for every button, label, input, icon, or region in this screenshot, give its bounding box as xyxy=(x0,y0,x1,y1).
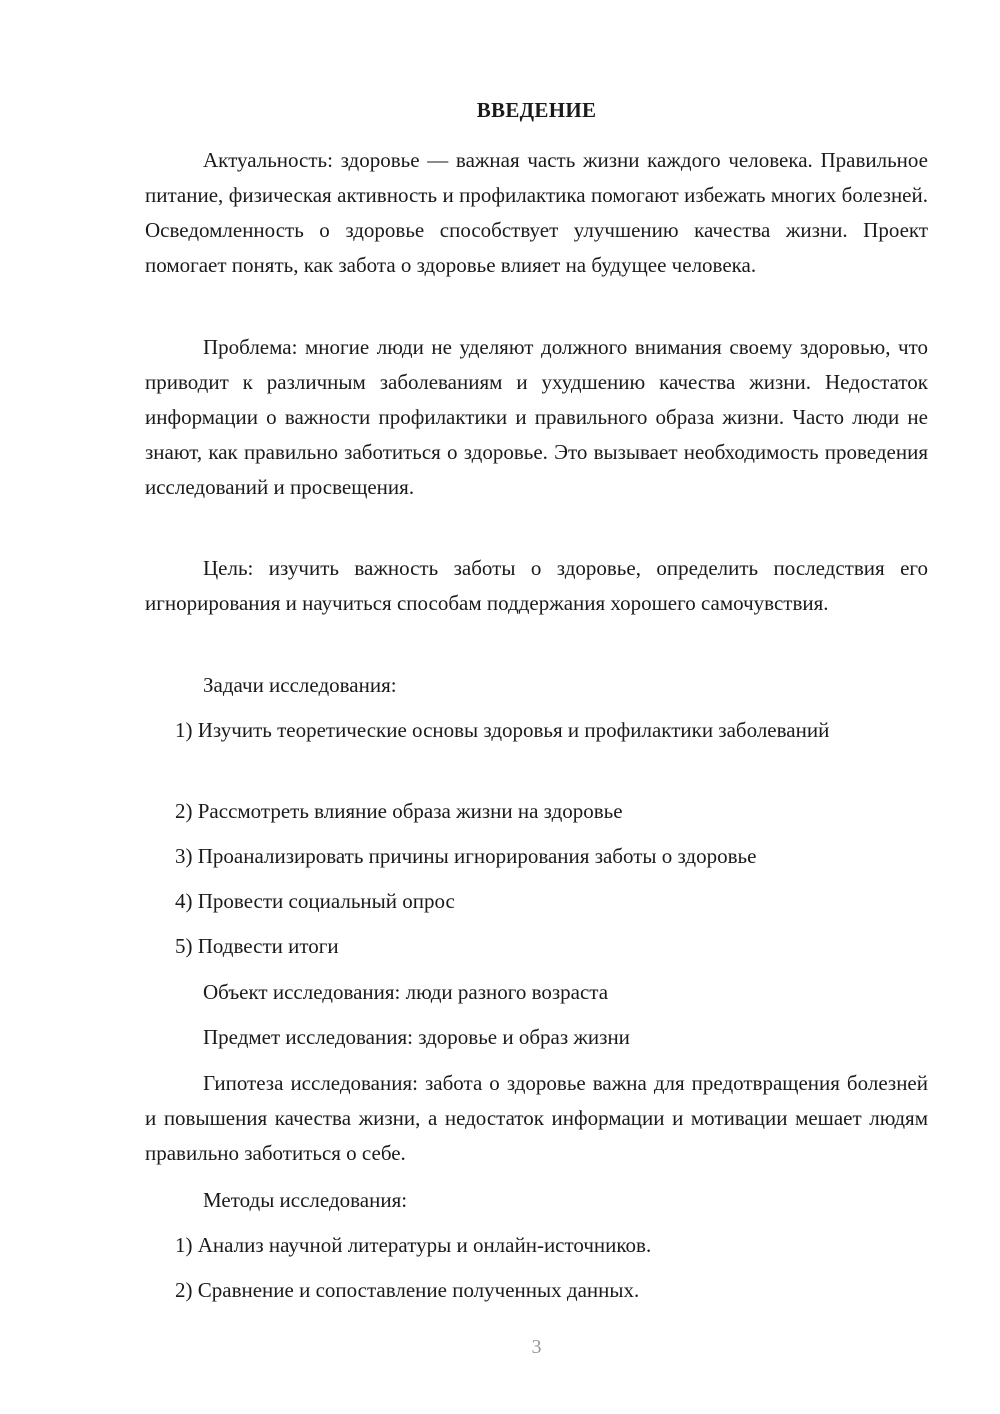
methods-heading: Методы исследования: xyxy=(203,1188,408,1212)
problem-paragraph: Проблема: многие люди не уделяют должного внимания своему здоровью, что приводит к различным заболеваниям и ухудшению качества жизни. Недостаток информации о важности профилактики и правильного образа жизни. Часто люди не знают, как правильно заботиться о здоровье. Это вызывает необходимость проведения исследований и просвещения. xyxy=(145,335,928,499)
hypothesis-paragraph: Гипотеза исследования: забота о здоровье важна для предотвращения болезней и повышения качества жизни, а недостаток информации и мотивации мешает людям правильно заботиться о себе. xyxy=(145,1071,928,1165)
research-subject: Предмет исследования: здоровье и образ жизни xyxy=(203,1025,630,1049)
task-item-2: 2) Рассмотреть влияние образа жизни на здоровье xyxy=(175,799,623,823)
method-item-2: 2) Сравнение и сопоставление полученных данных. xyxy=(175,1278,640,1302)
task-item-3: 3) Проанализировать причины игнорирования заботы о здоровье xyxy=(175,844,757,868)
relevance-paragraph: Актуальность: здоровье — важная часть жизни каждого человека. Правильное питание, физическая активность и профилактика помогают избежать многих болезней. Осведомленность о здоровье способствует улучшению качества жизни. Проект помогает понять, как забота о здоровье влияет на будущее человека. xyxy=(145,148,928,277)
method-item-1: 1) Анализ научной литературы и онлайн-источников. xyxy=(175,1233,652,1257)
page-number: 3 xyxy=(531,1336,542,1358)
task-item-5: 5) Подвести итоги xyxy=(175,934,339,958)
tasks-heading: Задачи исследования: xyxy=(203,673,397,697)
goal-paragraph: Цель: изучить важность заботы о здоровье, определить последствия его игнорирования и научиться способам поддержания хорошего самочувствия. xyxy=(145,556,928,615)
page-title: ВВЕДЕНИЕ xyxy=(476,98,597,122)
document-page xyxy=(145,0,928,1414)
task-item-4: 4) Провести социальный опрос xyxy=(175,889,455,913)
research-object: Объект исследования: люди разного возраста xyxy=(203,980,609,1004)
task-item-1: 1) Изучить теоретические основы здоровья и профилактики заболеваний xyxy=(175,718,830,742)
